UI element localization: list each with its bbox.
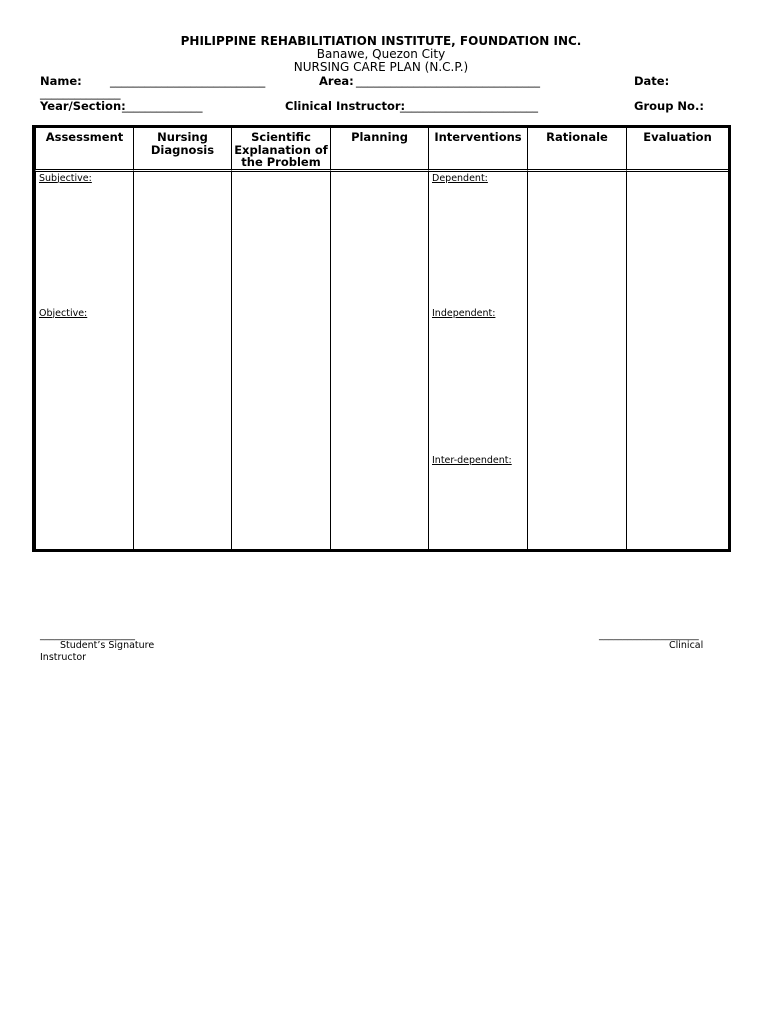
year-section-input-line[interactable]: ______________	[122, 99, 203, 113]
rationale-cell[interactable]	[528, 172, 627, 550]
nursing-care-plan-table	[32, 125, 731, 552]
scientific-explanation-cell[interactable]	[232, 172, 331, 550]
area-input-line[interactable]: ________________________________	[356, 74, 540, 88]
dependent-label: Dependent:	[432, 172, 488, 184]
name-input-line-continued[interactable]: ______________	[40, 86, 121, 100]
clinical-label: Clinical	[669, 640, 704, 651]
form-title: NURSING CARE PLAN (N.C.P.)	[293, 60, 469, 74]
column-header-assessment: Assessment	[35, 128, 134, 172]
institution-name: PHILIPPINE REHABILITIATION INSTITUTE, FOUNDATION INC.	[180, 34, 582, 48]
instructor-label: Instructor	[40, 652, 87, 663]
name-label: Name:	[40, 74, 82, 88]
evaluation-cell[interactable]	[627, 172, 728, 550]
assessment-cell[interactable]	[35, 172, 134, 550]
column-header-evaluation: Evaluation	[627, 128, 728, 172]
year-section-label: Year/Section:	[40, 99, 126, 113]
area-label: Area:	[319, 74, 354, 88]
institution-address: Banawe, Quezon City	[316, 47, 446, 61]
nursing-diagnosis-cell[interactable]	[134, 172, 232, 550]
clinical-instructor-label: Clinical Instructor:	[285, 99, 406, 113]
clinical-instructor-input-line[interactable]: ________________________	[400, 99, 538, 113]
column-header-planning: Planning	[331, 128, 429, 172]
independent-label: Independent:	[432, 307, 496, 319]
date-label: Date:	[634, 74, 670, 88]
column-header-rationale: Rationale	[528, 128, 627, 172]
student-signature-line[interactable]: ____________________	[40, 630, 135, 641]
planning-cell[interactable]	[331, 172, 429, 550]
interventions-cell[interactable]	[429, 172, 528, 550]
column-header-scientific-explanation: Scientific Explanation of the Problem	[232, 128, 331, 172]
student-signature-label: Student’s Signature	[60, 640, 155, 651]
column-header-nursing-diagnosis: Nursing Diagnosis	[134, 128, 232, 172]
name-input-line[interactable]: ___________________________	[110, 74, 266, 88]
column-header-interventions: Interventions	[429, 128, 528, 172]
group-no-label: Group No.:	[634, 99, 704, 113]
interdependent-label: Inter-dependent:	[432, 454, 512, 466]
objective-label: Objective:	[39, 307, 88, 319]
subjective-label: Subjective:	[39, 172, 92, 184]
clinical-instructor-signature-line[interactable]: _____________________	[599, 630, 699, 641]
